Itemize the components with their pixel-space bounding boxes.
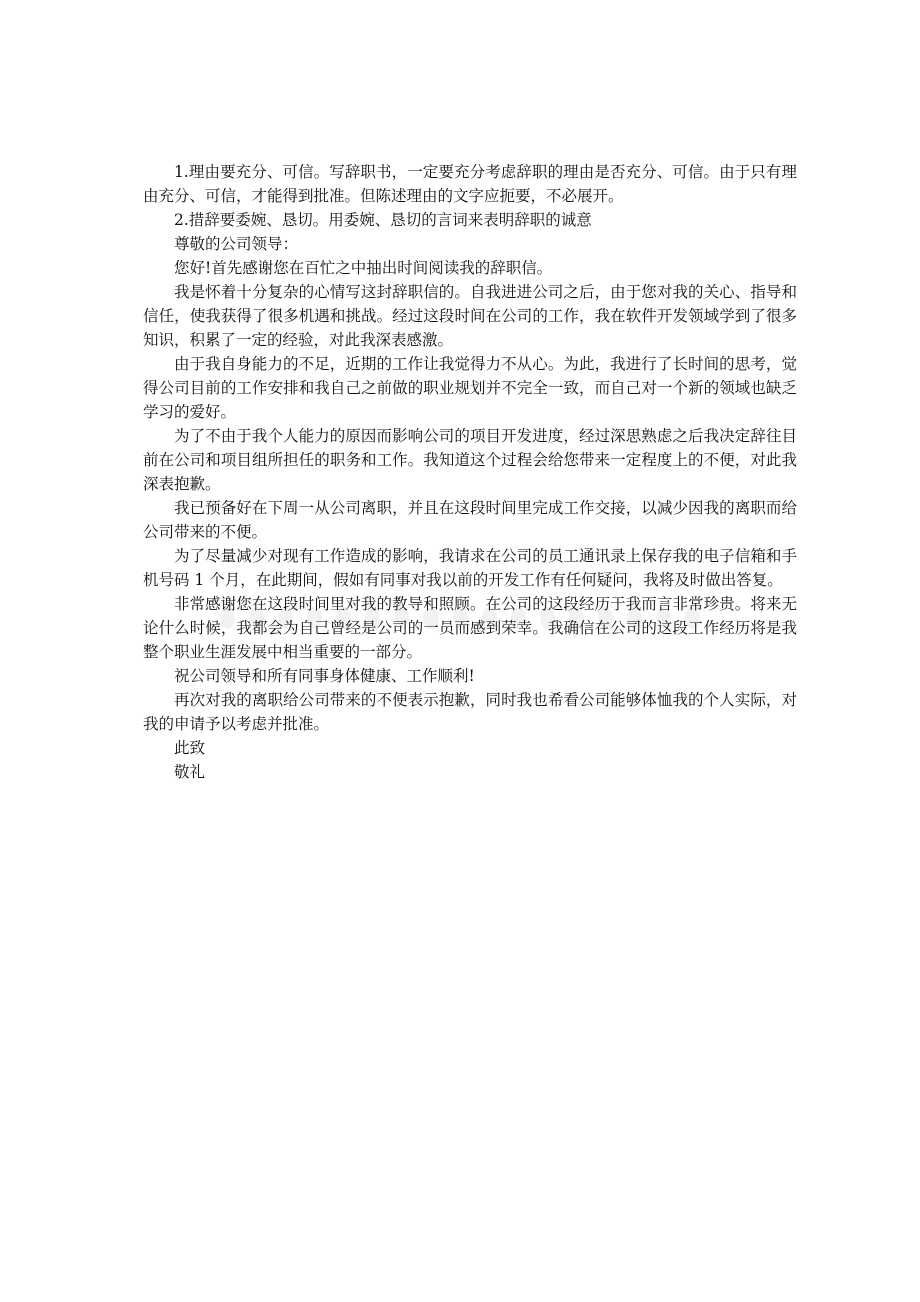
paragraph-reason: 由于我自身能力的不足，近期的工作让我觉得力不从心。为此，我进行了长时间的思考，觉得公司目前的工作安排和我自己之前做的职业规划并不完全一致，而自己对一个新的领域也缺乏学习的爱好。 — [143, 355, 797, 421]
letter-body — [143, 160, 797, 784]
guideline-reason: 1.理由要充分、可信。写辞职书，一定要充分考虑辞职的理由是否充分、可信。由于只有理由充分、可信，才能得到批准。但陈述理由的文字应扼要，不必展开。 — [143, 163, 797, 205]
paragraph-thanks: 非常感谢您在这段时间里对我的教导和照顾。在公司的这段经历于我而言非常珍贵。将来无论什么时候，我都会为自己曾经是公司的一员而感到荣幸。我确信在公司的这段工作经历将是我整个职业生涯发展中相当重要的一部分。 — [143, 595, 797, 661]
closing-cizhi: 此致 — [174, 739, 206, 757]
paragraph-wishes: 祝公司领导和所有同事身体健康、工作顺利! — [174, 667, 475, 685]
paragraph-decision: 为了不由于我个人能力的原因而影响公司的项目开发进度，经过深思熟虑之后我决定辞往目前在公司和项目组所担任的职务和工作。我知道这个过程会给您带来一定程度上的不便，对此我深表抱歉。 — [143, 427, 797, 493]
guideline-wording: 2.措辞要委婉、恳切。用委婉、恳切的言词来表明辞职的诚意 — [174, 211, 592, 229]
closing-jingli: 敬礼 — [174, 763, 206, 781]
paragraph-apology: 再次对我的离职给公司带来的不便表示抱歉，同时我也希看公司能够体恤我的个人实际，对我的申请予以考虑并批准。 — [143, 691, 797, 733]
paragraph-contact: 为了尽量减少对现有工作造成的影响，我请求在公司的员工通讯录上保存我的电子信箱和手机号码 1 个月，在此期间，假如有同事对我以前的开发工作有任何疑问，我将及时做出答复。 — [143, 547, 797, 589]
greeting: 您好!首先感谢您在百忙之中抽出时间阅读我的辞职信。 — [174, 259, 553, 277]
paragraph-gratitude: 我是怀着十分复杂的心情写这封辞职信的。自我进进公司之后，由于您对我的关心、指导和信任，使我获得了很多机遇和挑战。经过这段时间在公司的工作，我在软件开发领域学到了很多知识，积累了一定的经验，对此我深表感激。 — [143, 283, 797, 349]
salutation: 尊敬的公司领导： — [174, 235, 299, 253]
paragraph-handover: 我已预备好在下周一从公司离职，并且在这段时间里完成工作交接，以减少因我的离职而给公司带来的不便。 — [143, 499, 797, 541]
